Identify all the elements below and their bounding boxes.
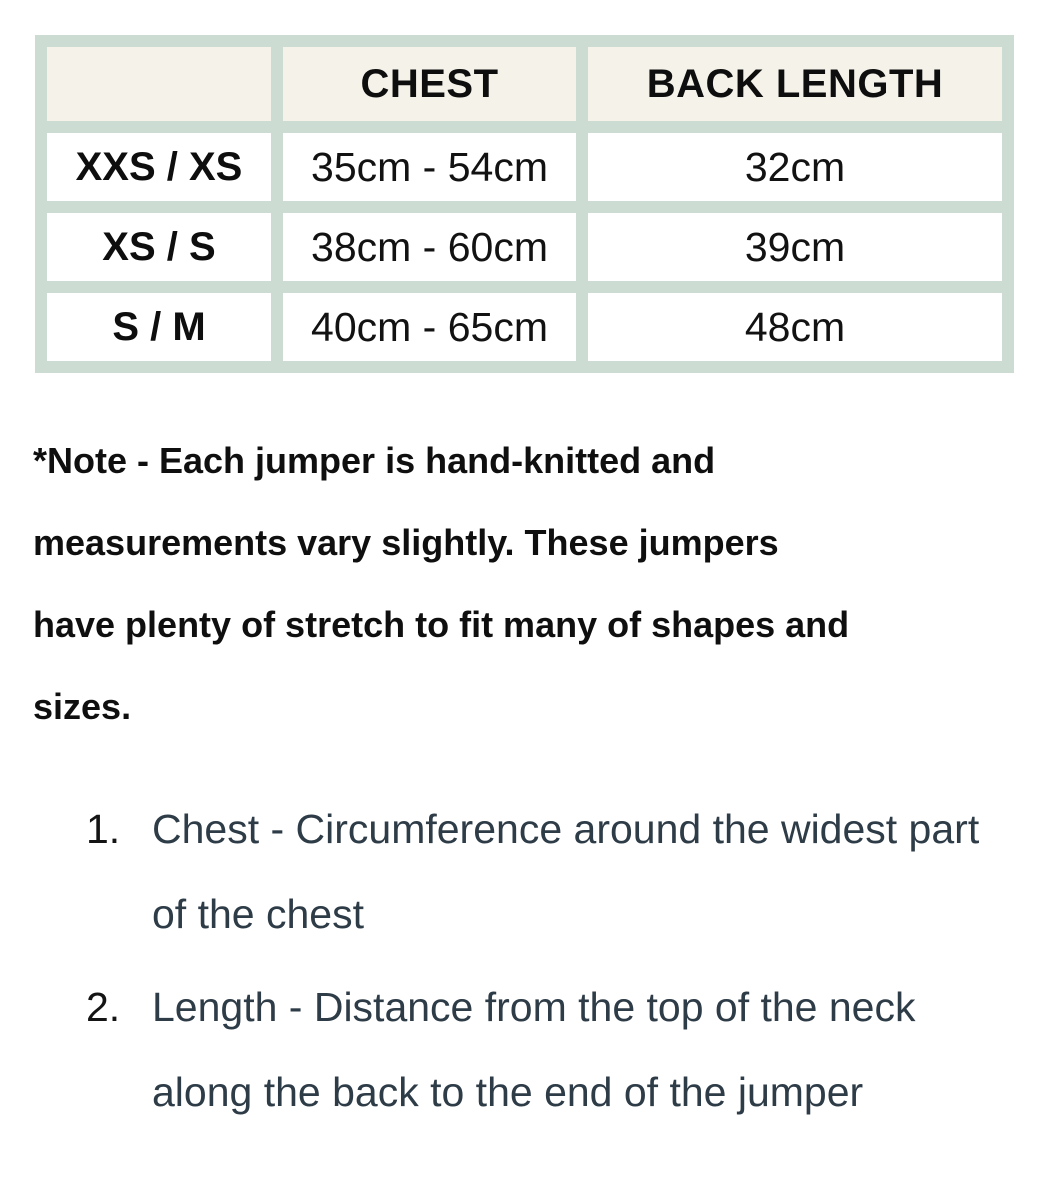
list-item-line: of the chest — [152, 891, 364, 937]
list-item-length-definition — [86, 965, 1046, 1135]
header-chest: CHEST — [283, 47, 576, 121]
note-line: sizes. — [33, 686, 132, 727]
note-line: have plenty of stretch to fit many of shapes and — [33, 604, 850, 645]
list-item-line: Length - Distance from the top of the neck — [152, 984, 916, 1030]
back-length-value-cell: 32cm — [588, 133, 1002, 201]
list-item-chest-definition — [86, 787, 1046, 957]
list-item-line: along the back to the end of the jumper — [152, 1069, 864, 1115]
table-row — [47, 293, 1002, 361]
size-label-cell: S / M — [47, 293, 271, 361]
header-back-length: BACK LENGTH — [588, 47, 1002, 121]
chest-value-cell: 40cm - 65cm — [283, 293, 576, 361]
note-line: *Note - Each jumper is hand-knitted and — [33, 440, 716, 481]
note-line: measurements vary slightly. These jumpers — [33, 522, 779, 563]
size-label-cell: XXS / XS — [47, 133, 271, 201]
list-item-line: Chest - Circumference around the widest part — [152, 806, 980, 852]
chest-value-cell: 35cm - 54cm — [283, 133, 576, 201]
back-length-value-cell: 48cm — [588, 293, 1002, 361]
measurement-definitions-list — [86, 787, 1046, 1135]
table-header-row — [47, 47, 1002, 121]
table-row — [47, 213, 1002, 281]
list-item-text — [152, 787, 1046, 957]
list-item-number: 1. — [86, 806, 121, 852]
header-empty-cell — [47, 47, 271, 121]
list-item-text — [152, 965, 1046, 1135]
chest-value-cell: 38cm - 60cm — [283, 213, 576, 281]
back-length-value-cell: 39cm — [588, 213, 1002, 281]
note-paragraph — [33, 420, 1028, 748]
size-guide-page — [0, 35, 1046, 1192]
table-row — [47, 133, 1002, 201]
list-item-number: 2. — [86, 984, 121, 1030]
size-chart-table — [35, 35, 1014, 373]
size-label-cell: XS / S — [47, 213, 271, 281]
